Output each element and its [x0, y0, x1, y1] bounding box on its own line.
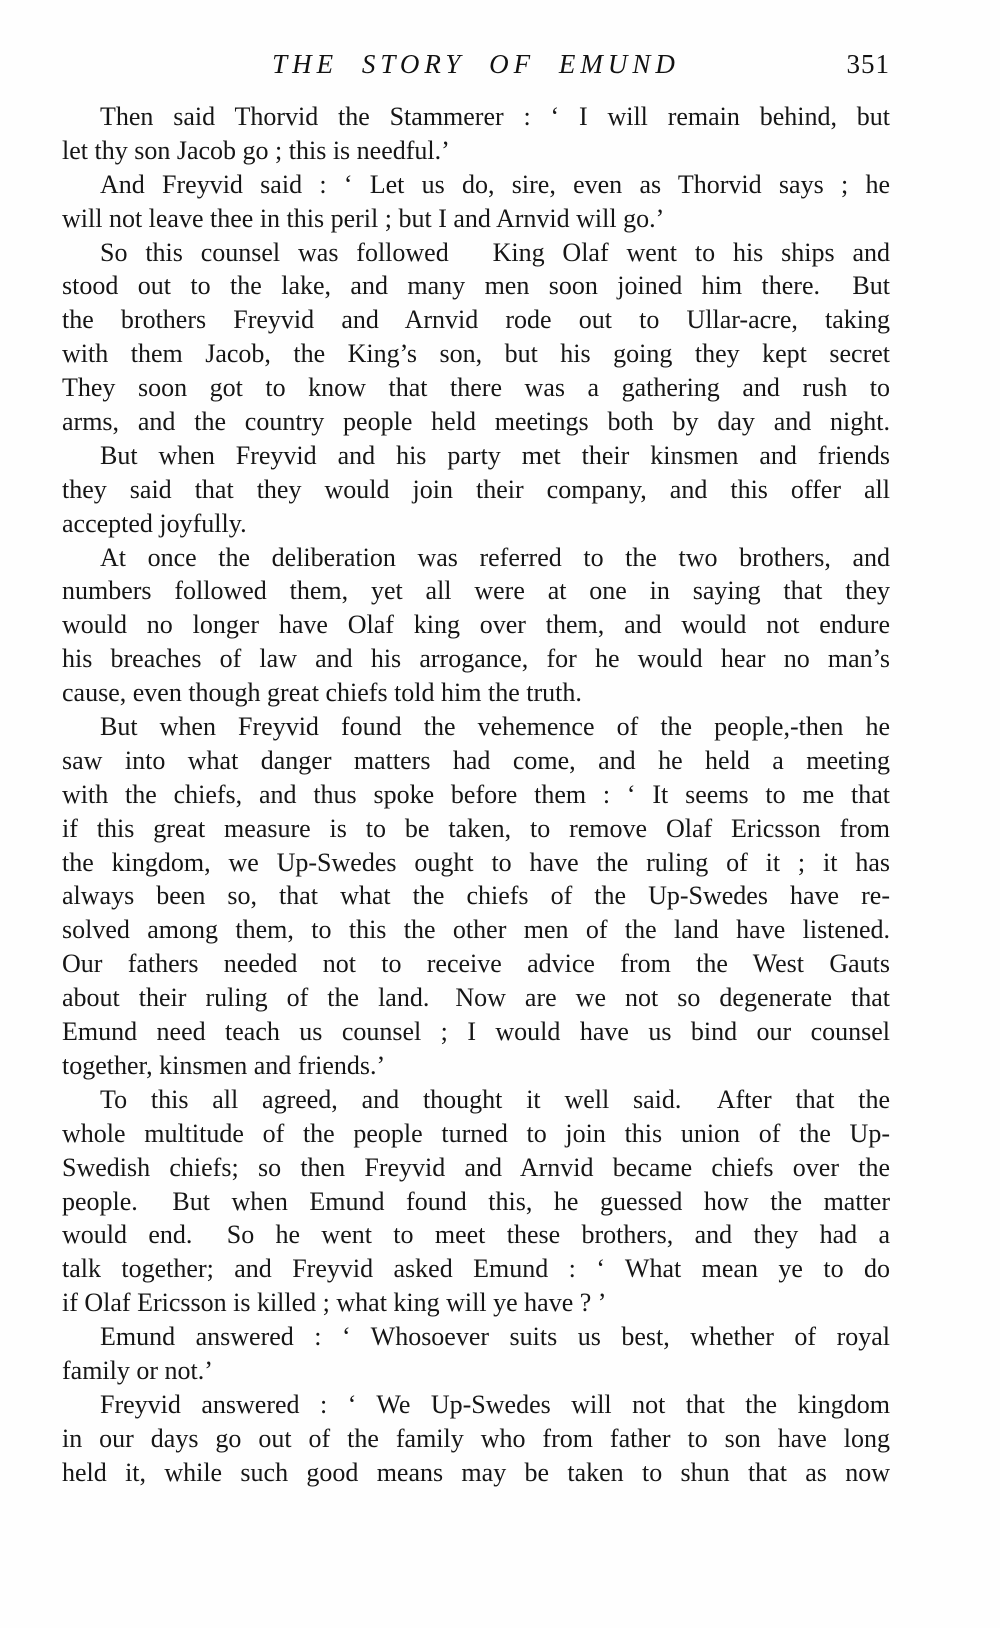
text-line: Freyvid answered : ‘ We Up-Swedes will not that the kingdom: [100, 1389, 890, 1419]
text-line: would end. So he went to meet these brothers, and they had a: [62, 1220, 890, 1250]
running-head: [62, 46, 890, 82]
text-line: Emund answered : ‘ Whosoever suits us best, whether of royal: [100, 1322, 890, 1352]
text-line: And Freyvid said : ‘ Let us do, sire, even as Thorvid says ; he: [100, 169, 890, 199]
text-line: arms, and the country people held meetings both by day and night.: [62, 407, 890, 437]
text-line: would no longer have Olaf king over them, and would not endure: [62, 610, 890, 640]
text-line: saw into what danger matters had come, and he held a meeting: [62, 745, 890, 775]
text-line: At once the deliberation was referred to the two brothers, and: [100, 542, 890, 572]
text-line: about their ruling of the land. Now are we not so degenerate that: [62, 983, 890, 1013]
text-line: cause, even though great chiefs told him the truth.: [62, 678, 582, 708]
text-line: will not leave thee in this peril ; but I and Arnvid will go.’: [62, 203, 665, 233]
text-line: whole multitude of the people turned to join this union of the Up-: [62, 1118, 890, 1148]
text-line: So this counsel was followed King Olaf went to his ships and: [100, 237, 890, 267]
text-line: accepted joyfully.: [62, 508, 247, 538]
page-body: [62, 100, 890, 1490]
text-line: the kingdom, we Up-Swedes ought to have the ruling of it ; it has: [62, 847, 890, 877]
text-line: Then said Thorvid the Stammerer : ‘ I will remain behind, but: [100, 102, 890, 131]
text-line: solved among them, to this the other men of the land have listened.: [62, 915, 890, 945]
text-line: But when Freyvid found the vehemence of the people,-then he: [100, 712, 890, 742]
text-line: To this all agreed, and thought it well said. After that the: [100, 1084, 890, 1114]
page-title: THE STORY OF EMUND: [272, 49, 680, 79]
text-line: They soon got to know that there was a gathering and rush to: [62, 373, 890, 403]
text-line: Our fathers needed not to receive advice from the West Gauts: [62, 949, 890, 979]
text-line: numbers followed them, yet all were at one in saying that they: [62, 576, 890, 606]
text-line: if this great measure is to be taken, to remove Olaf Ericsson from: [62, 813, 890, 843]
text-line: they said that they would join their company, and this offer all: [62, 474, 890, 504]
text-line: stood out to the lake, and many men soon joined him there. But: [62, 271, 890, 301]
text-line: But when Freyvid and his party met their kinsmen and friends: [100, 440, 890, 470]
text-line: Emund need teach us counsel ; I would have us bind our counsel: [62, 1017, 890, 1047]
text-line: Swedish chiefs; so then Freyvid and Arnvid became chiefs over the: [62, 1152, 890, 1182]
text-line: family or not.’: [62, 1355, 213, 1385]
text-line: talk together; and Freyvid asked Emund : ‘ What mean ye to do: [62, 1254, 890, 1284]
text-line: held it, while such good means may be taken to shun that as now: [62, 1457, 890, 1487]
text-line: his breaches of law and his arrogance, for he would hear no man’s: [62, 644, 890, 674]
text-line: in our days go out of the family who from father to son have long: [62, 1423, 890, 1453]
text-line: the brothers Freyvid and Arnvid rode out to Ullar-acre, taking: [62, 305, 890, 335]
page-number: 351: [846, 49, 890, 79]
text-line: people. But when Emund found this, he guessed how the matter: [62, 1186, 890, 1216]
text-line: with them Jacob, the King’s son, but his going they kept secret: [62, 339, 890, 369]
text-line: always been so, that what the chiefs of the Up-Swedes have re-: [62, 881, 890, 911]
text-line: with the chiefs, and thus spoke before them : ‘ It seems to me that: [62, 779, 890, 809]
text-line: together, kinsmen and friends.’: [62, 1050, 386, 1080]
text-line: let thy son Jacob go ; this is needful.’: [62, 135, 450, 165]
text-line: if Olaf Ericsson is killed ; what king will ye have ? ’: [62, 1288, 607, 1318]
